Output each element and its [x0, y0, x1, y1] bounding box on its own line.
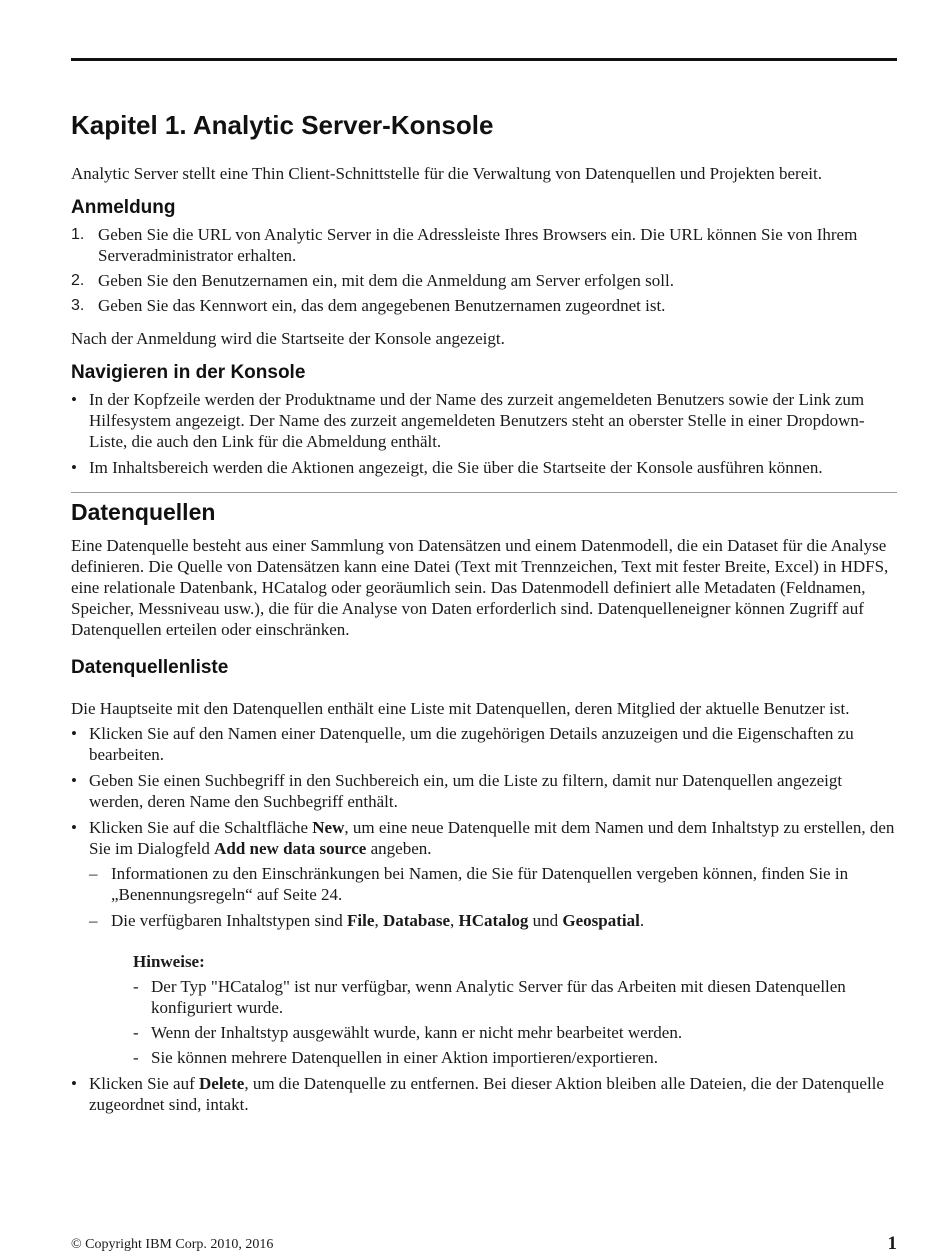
delete-button-reference: Delete	[199, 1074, 245, 1093]
bullet-text: Geben Sie einen Suchbegriff in den Suchbereich ein, um die Liste zu filtern, damit nur Datenquellen angezeigt werden, deren Name den Suchbegriff enthält.	[89, 771, 843, 811]
copyright-notice: © Copyright IBM Corp. 2010, 2016	[71, 1237, 274, 1252]
text-run: .	[639, 911, 645, 930]
page-footer	[71, 1235, 897, 1257]
dialog-name-reference: Add new data source	[214, 839, 367, 858]
dash-text: Informationen zu den Einschränkungen bei Namen, die Sie für Datenquellen vergeben können, finden Sie in „Benennungsregeln“ auf Seite 24.	[111, 864, 849, 904]
note-text: Der Typ "HCatalog" ist nur verfügbar, wenn Analytic Server für das Arbeiten mit diesen Datenquellen konfiguriert wurde.	[151, 977, 846, 1017]
text-run: angeben.	[366, 839, 432, 858]
bullet-icon: •	[71, 724, 77, 743]
text-run: und	[528, 911, 563, 930]
bullet-item	[71, 770, 897, 812]
hyphen-icon: -	[133, 1048, 139, 1067]
bullet-item	[71, 1073, 897, 1115]
navigation-heading: Navigieren in der Konsole	[71, 362, 306, 383]
note-text: Sie können mehrere Datenquellen in einer Aktion importieren/exportieren.	[151, 1048, 658, 1067]
note-text: Wenn der Inhaltstyp ausgewählt wurde, kann er nicht mehr bearbeitet werden.	[151, 1023, 683, 1042]
bullet-icon: •	[71, 390, 77, 409]
dash-icon: –	[89, 911, 98, 930]
bullet-item	[71, 389, 897, 452]
step-text: Geben Sie die URL von Analytic Server in die Adressleiste Ihres Browsers ein. Die URL können Sie von Ihrem Serveradministrator erhalten.	[98, 225, 858, 265]
text-run: Klicken Sie auf	[89, 1074, 199, 1093]
document-page	[71, 58, 897, 1120]
bullet-text	[89, 818, 894, 858]
bullet-text	[89, 1074, 884, 1114]
datasource-list-heading: Datenquellenliste	[71, 657, 229, 678]
content-type-file: File	[347, 911, 375, 930]
chapter-title: Kapitel 1. Analytic Server-Konsole	[71, 110, 494, 140]
notes-block	[111, 951, 897, 1068]
new-button-reference: New	[312, 818, 345, 837]
dash-text	[111, 911, 644, 930]
bullet-text: In der Kopfzeile werden der Produktname und der Name des zurzeit angemeldeten Benutzers sowie der Link zum Hilfesystem angezeigt. Der Name des zurzeit angemeldeten Benutzers steht an oberster Stelle in einer Dropdown-Liste, die auch den Link für die Abmeldung enthält.	[89, 390, 865, 451]
note-item	[133, 976, 897, 1018]
login-steps	[71, 224, 897, 316]
step-number: 3.	[71, 297, 85, 314]
page-number: 1	[887, 1233, 897, 1254]
text-run: ,	[450, 911, 459, 930]
navigation-bullets	[71, 389, 897, 478]
notes-list	[133, 976, 897, 1068]
bullet-text: Klicken Sie auf den Namen einer Datenquelle, um die zugehörigen Details anzuzeigen und die Eigenschaften zu bearbeiten.	[89, 724, 854, 764]
content-type-database: Database	[382, 911, 450, 930]
bullet-icon: •	[71, 818, 77, 837]
dash-icon: –	[89, 864, 98, 883]
top-rule	[71, 58, 897, 61]
datasources-paragraph: Eine Datenquelle besteht aus einer Sammlung von Datensätzen und einem Datenmodell, die ein Dataset für die Analyse definieren. Die Quelle von Datensätzen kann eine Datei (Text mit Trennzeichen, Text mit fester Breite, Excel) in HDFS, eine relationale Datenbank, HCatalog oder georäumlich sein. Das Datenmodell definiert alle Metadaten (Feldnamen, Speicher, Messniveau usw.), die für die Analyse von Daten erforderlich sind. Datenquelleneigner können Zugriff auf Datenquellen erteilen oder einschränken.	[71, 536, 889, 639]
step-text: Geben Sie den Benutzernamen ein, mit dem die Anmeldung am Server erfolgen soll.	[98, 271, 674, 290]
section-divider	[71, 492, 897, 493]
text-run: , um die Datenquelle zu entfernen. Bei dieser Aktion bleiben alle Dateien, die der Datenquelle zugeordnet sind, intakt.	[89, 1074, 884, 1114]
dash-item	[89, 910, 897, 1068]
bullet-item	[71, 723, 897, 765]
login-step	[71, 295, 897, 316]
login-heading: Anmeldung	[71, 197, 176, 218]
text-run: Die verfügbaren Inhaltstypen sind	[111, 911, 348, 930]
datasource-list-bullets	[71, 723, 897, 1115]
hyphen-icon: -	[133, 977, 139, 996]
content-type-geospatial: Geospatial	[562, 911, 640, 930]
bullet-item	[71, 457, 897, 478]
content-type-sublist	[89, 863, 897, 1068]
text-run: , um eine neue Datenquelle mit dem Namen und dem Inhaltstyp zu erstellen, den Sie im Dialogfeld	[89, 818, 895, 858]
note-item	[133, 1022, 897, 1043]
note-item	[133, 1047, 897, 1068]
bullet-item	[71, 817, 897, 1068]
bullet-icon: •	[71, 1074, 77, 1093]
hyphen-icon: -	[133, 1023, 139, 1042]
datasources-heading: Datenquellen	[71, 499, 216, 525]
text-run: ,	[374, 911, 383, 930]
login-step	[71, 224, 897, 266]
text-run: Klicken Sie auf die Schaltfläche	[89, 818, 313, 837]
bullet-text: Im Inhaltsbereich werden die Aktionen angezeigt, die Sie über die Startseite der Konsole ausführen können.	[89, 458, 823, 477]
login-step	[71, 270, 897, 291]
step-number: 1.	[71, 226, 85, 243]
step-text: Geben Sie das Kennwort ein, das dem angegebenen Benutzernamen zugeordnet ist.	[98, 296, 666, 315]
content-type-hcatalog: HCatalog	[458, 911, 529, 930]
datasource-list-intro: Die Hauptseite mit den Datenquellen enthält eine Liste mit Datenquellen, deren Mitglied der aktuelle Benutzer ist.	[71, 699, 850, 718]
step-number: 2.	[71, 272, 85, 289]
after-login-paragraph: Nach der Anmeldung wird die Startseite der Konsole angezeigt.	[71, 329, 505, 348]
notes-title: Hinweise:	[133, 952, 205, 971]
dash-item	[89, 863, 897, 905]
bullet-icon: •	[71, 458, 77, 477]
bullet-icon: •	[71, 771, 77, 790]
intro-paragraph: Analytic Server stellt eine Thin Client-Schnittstelle für die Verwaltung von Datenquellen und Projekten bereit.	[71, 164, 822, 183]
